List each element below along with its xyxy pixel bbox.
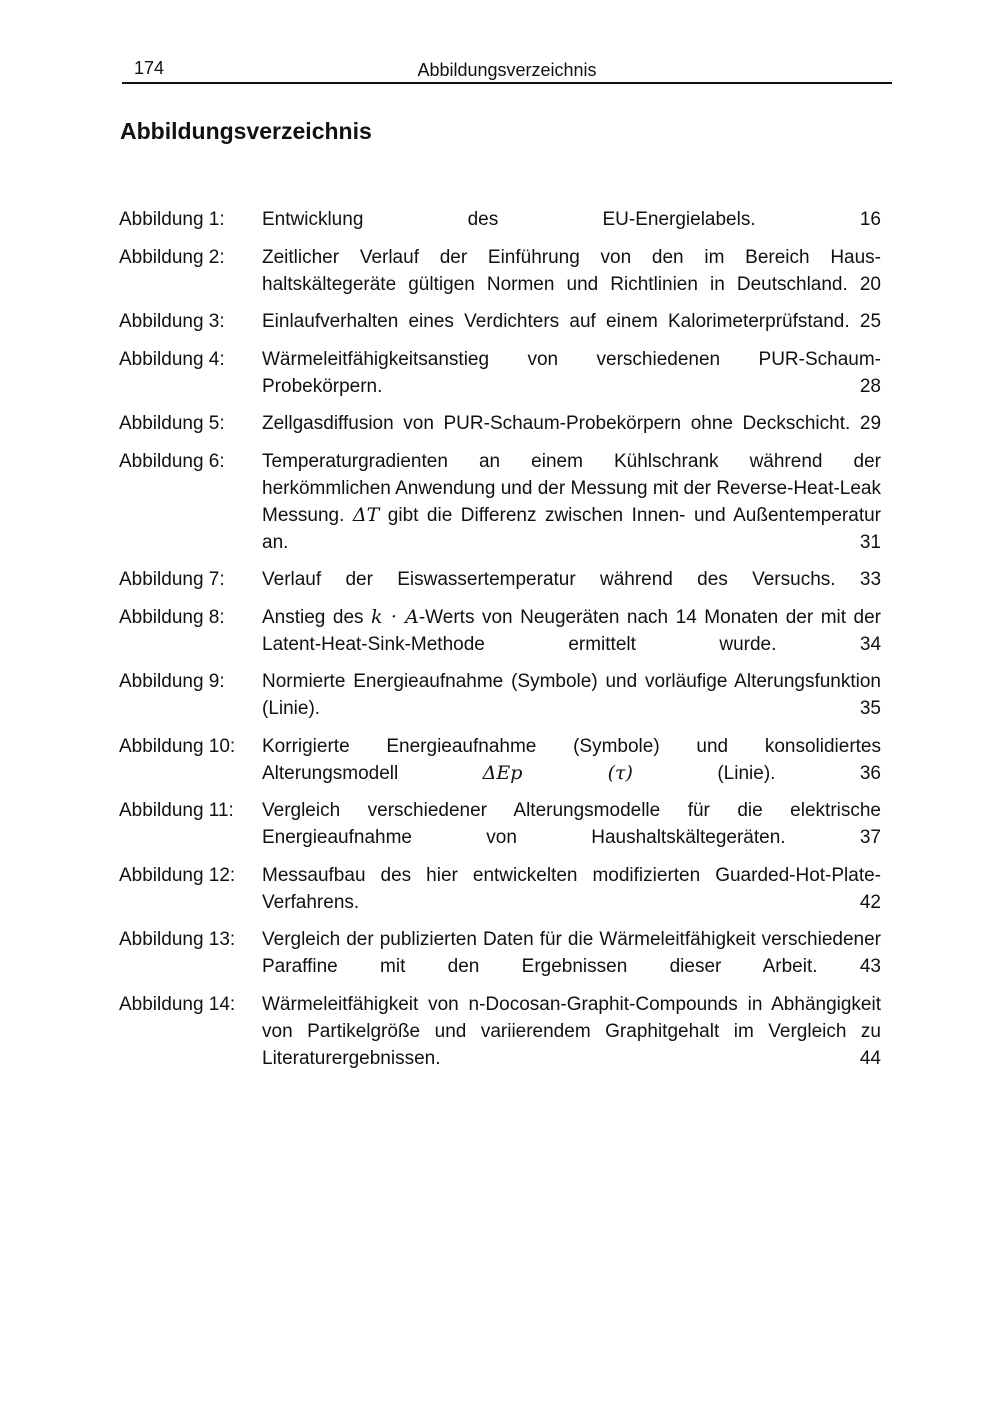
entry-caption: Wärmeleitfähigkeit von n-Docosan-Graphit-Compounds in Abhängigkeit von Partikelgröße und variierendem Graphitgehalt im Vergleich zu Literaturergebnissen. — [262, 993, 881, 1069]
entry-label: Abbildung 13: — [119, 929, 236, 950]
list-entry — [119, 991, 881, 1072]
list-entry — [119, 566, 881, 593]
entry-label: Abbildung 9: — [119, 671, 225, 692]
entry-label: Abbildung 2: — [119, 246, 225, 268]
list-entry — [119, 926, 881, 980]
running-header — [122, 56, 892, 84]
entry-body — [262, 797, 881, 851]
entry-caption: Zeitlicher Verlauf der Einführung von den im Bereich Haus-haltskältegeräte gültigen Normen und Richtlinien in Deutschland. — [262, 246, 881, 295]
entry-page: 42 — [859, 891, 881, 913]
entry-body — [262, 410, 881, 437]
entry-page: 35 — [859, 698, 881, 719]
entry-page: 28 — [859, 375, 881, 397]
entry-body — [262, 668, 881, 722]
entry-label: Abbildung 1: — [119, 209, 225, 230]
entry-caption-math: k · A — [371, 605, 419, 628]
entry-label: Abbildung 8: — [119, 606, 225, 628]
entry-page: 29 — [859, 413, 882, 434]
list-entry — [119, 797, 881, 851]
entry-page: 36 — [859, 762, 881, 784]
entry-caption-text: Temperaturgradienten an einem Kühlschrank während der herkömmlichen Anwendung und der Messung mit der Reverse-Heat-Leak Messung. — [262, 450, 881, 526]
entry-label: Abbildung 3: — [119, 311, 225, 332]
figure-list — [119, 206, 881, 1082]
entry-body — [262, 448, 881, 556]
entry-caption-math: ΔEp (τ) — [482, 761, 633, 784]
entry-caption: Entwicklung des EU-Energielabels. — [262, 209, 756, 230]
entry-body — [262, 926, 881, 980]
entry-caption-math: ΔT — [352, 503, 380, 526]
entry-caption: Vergleich der publizierten Daten für die Wärmeleitfähigkeit verschiedener Paraffine mit den Ergebnissen dieser Arbeit. — [262, 929, 881, 977]
entry-body — [262, 244, 881, 298]
entry-body — [262, 566, 881, 593]
list-entry — [119, 410, 881, 437]
entry-caption-text: -Werts von Neugeräten nach 14 Monaten der mit der Latent-Heat-Sink-Methode ermittelt wurde. — [262, 606, 881, 655]
running-title: Abbildungsverzeichnis — [417, 60, 597, 80]
entry-body — [262, 346, 881, 400]
entry-label: Abbildung 5: — [119, 413, 225, 434]
entry-page: 31 — [859, 531, 881, 553]
entry-body — [262, 733, 881, 787]
entry-label: Abbildung 4: — [119, 348, 225, 370]
entry-caption: Zellgasdiffusion von PUR-Schaum-Probekörpern ohne Deckschicht. — [262, 413, 851, 434]
entry-body — [262, 604, 881, 658]
entry-page: 37 — [859, 827, 881, 848]
entry-caption-text: (Linie). — [632, 762, 776, 784]
entry-caption: Vergleich verschiedener Alterungsmodelle für die elektrische Energieaufnahme von Haushaltskältegeräten. — [262, 800, 881, 848]
list-entry — [119, 206, 881, 233]
entry-page: 43 — [859, 956, 881, 977]
list-entry — [119, 668, 881, 722]
entry-caption-text: Anstieg des — [262, 606, 372, 628]
entry-page: 16 — [859, 209, 881, 230]
entry-page: 44 — [859, 1047, 881, 1069]
entry-caption: Normierte Energieaufnahme (Symbole) und vorläufige Alterungsfunktion (Linie). — [262, 671, 881, 719]
entry-label: Abbildung 11: — [119, 800, 234, 821]
entry-label: Abbildung 12: — [119, 864, 236, 886]
list-entry — [119, 346, 881, 400]
entry-label: Abbildung 10: — [119, 735, 236, 757]
entry-caption: Einlaufverhalten eines Verdichters auf einem Kalorimeterprüfstand. — [262, 311, 850, 332]
entry-body — [262, 862, 881, 916]
entry-body — [262, 991, 881, 1072]
entry-caption-text: gibt die Differenz zwischen Innen- und Außentemperatur an. — [262, 504, 881, 553]
entry-label: Abbildung 7: — [119, 569, 225, 590]
entry-label: Abbildung 14: — [119, 993, 236, 1015]
list-entry — [119, 733, 881, 787]
entry-page: 20 — [859, 273, 881, 295]
entry-caption-text: Korrigierte Energieaufnahme (Symbole) und konsolidiertes Alterungsmodell — [262, 735, 881, 784]
entry-body — [262, 308, 881, 335]
entry-caption: Wärmeleitfähigkeitsanstieg von verschiedenen PUR-Schaum-Probekörpern. — [262, 348, 881, 397]
list-entry — [119, 244, 881, 298]
list-entry — [119, 604, 881, 658]
page-title: Abbildungsverzeichnis — [120, 118, 372, 144]
entry-caption: Verlauf der Eiswassertemperatur während des Versuchs. — [262, 569, 836, 590]
entry-caption: Messaufbau des hier entwickelten modifizierten Guarded-Hot-Plate-Verfahrens. — [262, 864, 881, 913]
list-entry — [119, 448, 881, 556]
list-entry — [119, 862, 881, 916]
list-entry — [119, 308, 881, 335]
entry-label: Abbildung 6: — [119, 450, 225, 472]
entry-page: 25 — [859, 311, 882, 332]
entry-body — [262, 206, 881, 233]
entry-page: 34 — [859, 633, 882, 655]
entry-page: 33 — [859, 569, 882, 590]
page-number: 174 — [134, 58, 165, 78]
